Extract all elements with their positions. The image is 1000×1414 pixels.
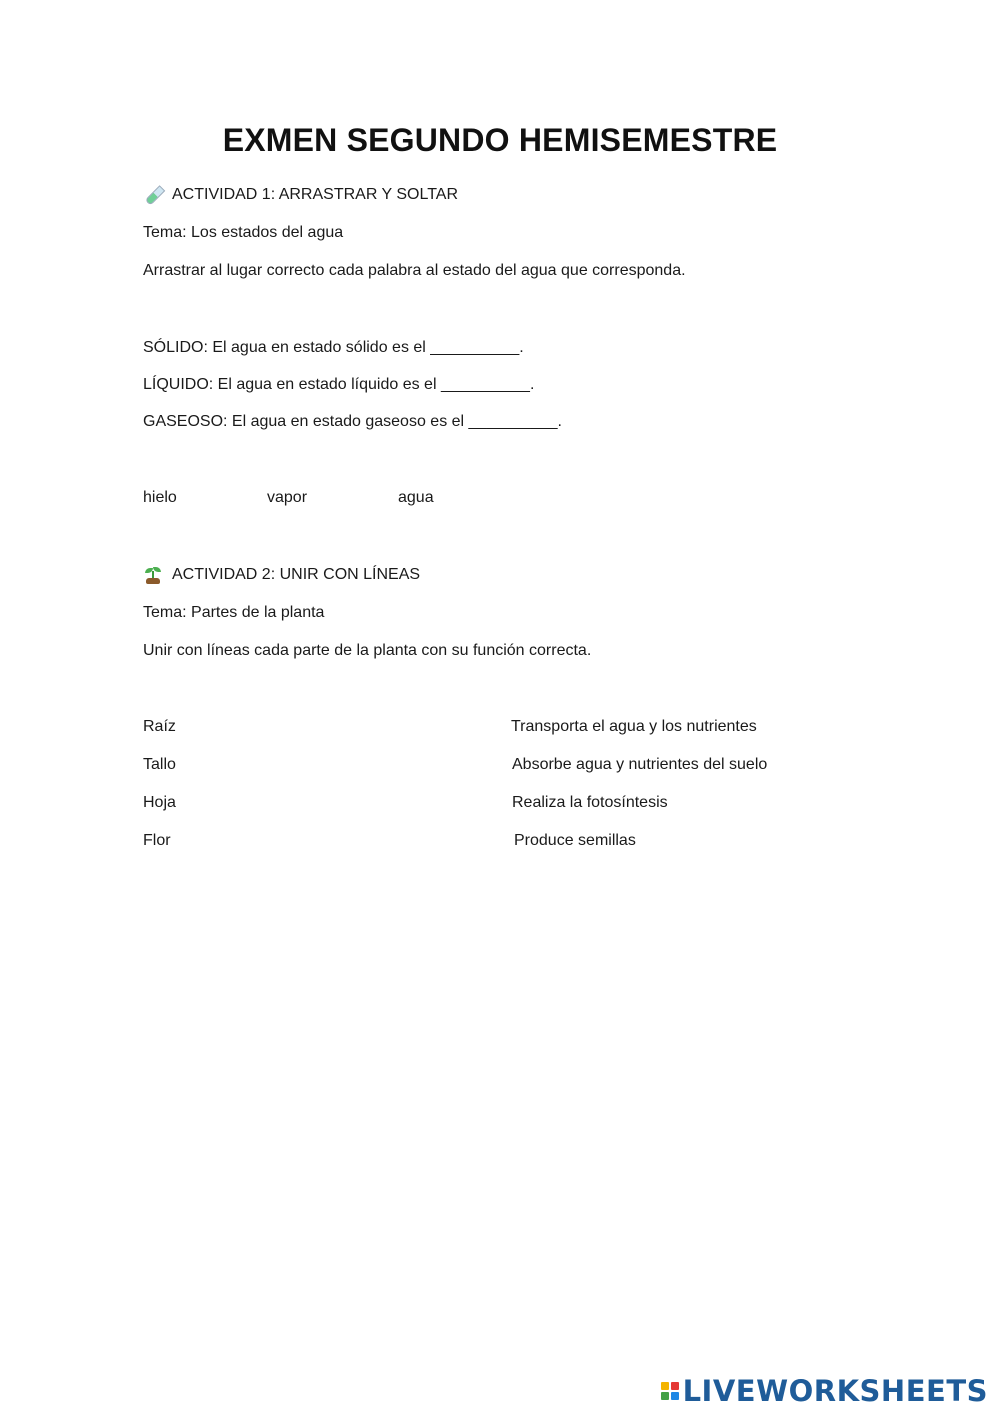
drag-word-vapor[interactable]: vapor — [267, 489, 308, 506]
activity2-topic: Tema: Partes de la planta — [143, 604, 325, 621]
activity2-instruction: Unir con líneas cada parte de la planta con su función correcta. — [143, 642, 592, 659]
seedling-icon — [143, 565, 163, 585]
sentence-gaseoso: GASEOSO: El agua en estado gaseoso es el __________. — [143, 413, 562, 430]
activity1-topic: Tema: Los estados del agua — [143, 224, 344, 241]
test-tube-icon — [143, 185, 163, 205]
activity2-heading — [143, 565, 420, 585]
function-semillas[interactable]: Produce semillas — [514, 832, 636, 849]
drag-word-hielo[interactable]: hielo — [143, 489, 177, 506]
activity1-heading — [143, 185, 458, 205]
function-fotosintesis[interactable]: Realiza la fotosíntesis — [512, 794, 668, 811]
drag-word-agua[interactable]: agua — [398, 489, 434, 506]
liveworksheets-logo — [661, 1374, 988, 1408]
function-transporta[interactable]: Transporta el agua y los nutrientes — [511, 718, 757, 735]
part-hoja[interactable]: Hoja — [143, 794, 176, 811]
liveworksheets-logo-icon — [661, 1382, 679, 1400]
activity2-heading-text: ACTIVIDAD 2: UNIR CON LÍNEAS — [172, 566, 421, 583]
sentence-solido: SÓLIDO: El agua en estado sólido es el __________. — [143, 339, 524, 356]
logo-text: LIVEWORKSHEETS — [682, 1374, 988, 1408]
part-tallo[interactable]: Tallo — [143, 756, 176, 773]
activity1-heading-text: ACTIVIDAD 1: ARRASTRAR Y SOLTAR — [172, 186, 458, 203]
sentence-liquido: LÍQUIDO: El agua en estado líquido es el __________. — [143, 376, 535, 393]
activity1-instruction: Arrastrar al lugar correcto cada palabra al estado del agua que corresponda. — [143, 262, 686, 279]
function-absorbe[interactable]: Absorbe agua y nutrientes del suelo — [512, 756, 768, 773]
page-title: EXMEN SEGUNDO HEMISEMESTRE — [222, 122, 778, 158]
part-flor[interactable]: Flor — [143, 832, 171, 849]
part-raiz[interactable]: Raíz — [143, 718, 176, 735]
